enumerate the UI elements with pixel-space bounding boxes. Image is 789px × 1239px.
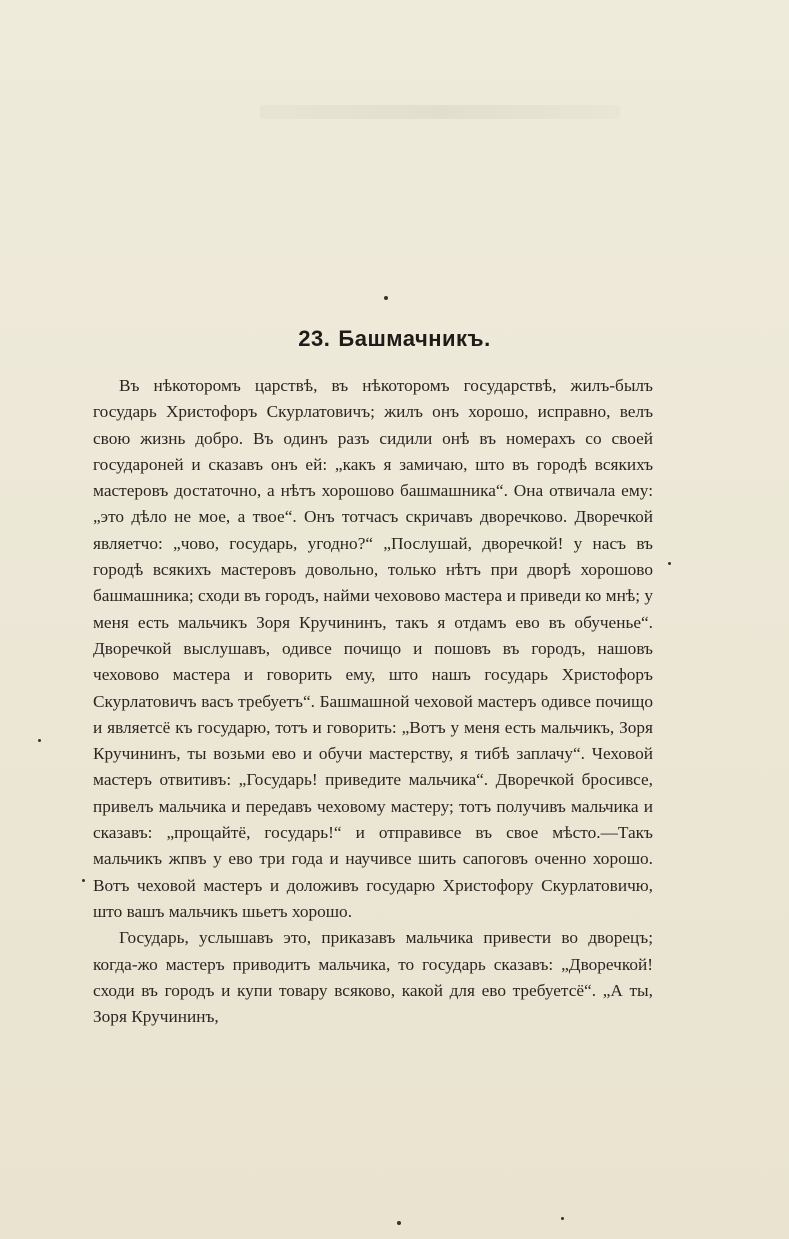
print-speck [384, 296, 388, 300]
print-speck [82, 879, 85, 882]
paragraph: Въ нѣкоторомъ царствѣ, въ нѣкоторомъ государствѣ, жилъ-былъ государь Христофоръ Скурлатовичъ; жилъ онъ хорошо, исправно, велъ свою жизнь добро. Въ одинъ разъ сидили онѣ въ номерахъ со своей государоней и сказавъ онъ ей: „какъ я замичаю, што въ городѣ всякихъ мастеровъ достаточно, а нѣтъ хорошово башмашника“. Она отвичала ему: „это дѣло не мое, а твое“. Онъ тотчасъ скричавъ дворечково. Дворечкой являетчо: „чово, государь, угодно?“ „Послушай, дворечкой! у насъ въ городѣ всякихъ мастеровъ довольно, только нѣтъ при дворѣ хорошово башмашника; сходи въ городъ, найми чеховово мастера и приведи ко мнѣ; у меня есть мальчикъ Зоря Кручининъ, такъ я отдамъ ево въ обученье“. Дворечкой выслушавъ, одивсе почищо и пошовъ въ городъ, нашовъ чеховово мастера и говорить ему, што нашъ государь Христофоръ Скурлатовичъ васъ требуетъ“. Башмашной чеховой мастеръ одивсе почищо и являетсё къ государю, тотъ и говорить: „Вотъ у меня есть мальчикъ, Зоря Кручининъ, ты возьми ево и обучи мастерству, я тибѣ заплачу“. Чеховой мастеръ отвитивъ: „Государь! приведите мальчика“. Дворечкой бросивсе, привелъ мальчика и передавъ чеховому мастеру; тотъ получивъ мальчика и сказавъ: „прощайтё, государь!“ и отправивсе въ свое мѣсто.—Такъ мальчикъ жпвъ у ево три года и научивсе шить сапоговъ оченно хорошо. Вотъ чеховой мастеръ и доложивъ государю Христофору Скурлатовичю, што вашъ мальчикъ шьетъ хорошо. [93, 376, 653, 921]
print-speck [38, 739, 41, 742]
chapter-title: Башмачникъ. [338, 326, 491, 351]
chapter-number: 23. [298, 326, 331, 351]
print-speck [561, 1217, 564, 1220]
story-text [93, 373, 653, 1030]
chapter-heading [0, 326, 789, 352]
print-speck [397, 1221, 401, 1225]
bleed-through-text [260, 105, 620, 119]
paragraph: Государь, услышавъ это, приказавъ мальчика привести во дворецъ; когда-жо мастеръ приводитъ мальчика, то государь сказавъ: „Дворечкой! сходи въ городъ и купи товару всяково, какой для ево требуетсё“. „А ты, Зоря Кручининъ, [93, 928, 653, 1027]
print-speck [668, 562, 671, 565]
